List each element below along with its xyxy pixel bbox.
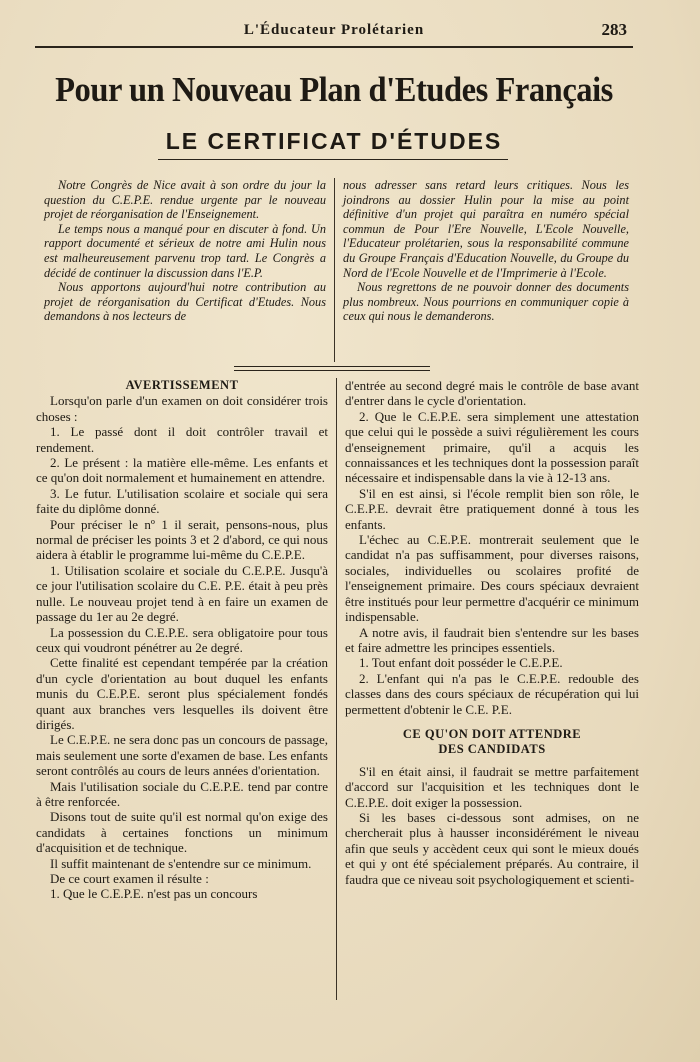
- section-heading-avertissement: AVERTISSEMENT: [125, 378, 239, 392]
- body-paragraph: 2. Que le C.E.P.E. sera simplement une attestation que celui qui le possède a suivi régulièrement les cours d'enseignement primaire, qu'il a acquis les connaissances et les techniques dont la possession paraît nécessaire et indispensable dans la vie à 12-13 ans.: [345, 408, 639, 486]
- intro-paragraph: Notre Congrès de Nice avait à son ordre du jour la question du C.E.P.E. rendue urgente par le nouveau projet de réorganisation de l'Enseignement.: [44, 178, 326, 222]
- body-paragraph: 3. Le futur. L'utilisation scolaire et sociale qui sera faite du diplôme donné.: [36, 485, 328, 517]
- body-paragraph: d'entrée au second degré mais le contrôle de base avant d'entrer dans le cycle d'orientation.: [345, 378, 639, 409]
- body-column-divider: [336, 378, 337, 1000]
- body-paragraph: 1. Tout enfant doit posséder le C.E.P.E.: [359, 655, 563, 671]
- section-heading-candidats-line1: CE QU'ON DOIT ATTENDRE: [402, 726, 582, 741]
- body-paragraph: Disons tout de suite qu'il est normal qu'on exige des candidats à certaines fonctions un minimum d'acquisition et de technique.: [36, 809, 328, 856]
- intro-paragraph: Nous apportons aujourd'hui notre contribution au projet de réorganisation du Certificat d'Etudes. Nous demandons à nos lecteurs de: [44, 280, 326, 324]
- body-paragraph: S'il en est ainsi, si l'école remplit bien son rôle, le C.E.P.E. devrait être pratiquement donné à tous les enfants.: [345, 485, 639, 532]
- section-double-rule: [234, 366, 430, 371]
- article-title: Pour un Nouveau Plan d'Etudes Français: [55, 70, 613, 109]
- article-subtitle: LE CERTIFICAT D'ÉTUDES: [165, 128, 503, 154]
- page-number: 283: [601, 20, 627, 39]
- body-paragraph: A notre avis, il faudrait bien s'entendre sur les bases et faire admettre les principes essentiels.: [345, 624, 639, 655]
- body-paragraph: 1. Utilisation scolaire et sociale du C.E.P.E. Jusqu'à ce jour l'utilisation scolaire du C.E. P.E. était à peu près nulle. Le nouveau projet tend à en faire un examen de passage du 1er au 2e degré.: [36, 562, 328, 625]
- body-right-column: [345, 378, 639, 887]
- intro-right-column: [343, 178, 629, 324]
- body-paragraph: Mais l'utilisation sociale du C.E.P.E. tend par contre à être renforcée.: [36, 778, 328, 809]
- body-paragraph: S'il en était ainsi, il faudrait se mettre parfaitement d'accord sur l'acquisition et les techniques dont le C.E.P.E. doit exiger la possession.: [345, 763, 639, 810]
- intro-paragraph: Nous regrettons de ne pouvoir donner des documents plus nombreux. Nous pourrions en communiquer copie à ceux qui nous le demanderons.: [343, 280, 629, 324]
- section-heading-candidats-line2: DES CANDIDATS: [438, 742, 546, 757]
- body-paragraph: 2. L'enfant qui n'a pas le C.E.P.E. redouble des classes dans des cours spéciaux de récupération qui lui permettent d'obtenir le C.E. P.E.: [345, 670, 639, 717]
- body-paragraph: La possession du C.E.P.E. sera obligatoire pour tous ceux qui voudront pénétrer au 2e degré.: [36, 624, 328, 655]
- body-paragraph: Cette finalité est cependant tempérée par la création d'un cycle d'orientation au bout duquel les enfants munis du C.E.P.E. seront plus spécialement fondés quant aux branches vers lesquelles ils doivent être dirigés.: [36, 655, 328, 732]
- subtitle-rule: [158, 159, 508, 160]
- spacer: [345, 717, 639, 727]
- body-paragraph: Le C.E.P.E. ne sera donc pas un concours de passage, mais seulement une sorte d'examen de base. Les enfants seront contrôlés au cours de leurs années d'orientation.: [36, 732, 328, 779]
- body-left-column: [36, 378, 328, 902]
- body-paragraph: L'échec au C.E.P.E. montrerait seulement que le candidat n'a pas suffisamment, pour diverses raisons, sociales, individuelles ou scolaires profité de l'enseignement primaire. Des cours spéciaux devraient être institués pour leur permettre d'acquérir ce minimum indispensable.: [345, 532, 639, 625]
- intro-left-column: [44, 178, 326, 324]
- intro-paragraph: nous adresser sans retard leurs critiques. Nous les joindrons au dossier Hulin pour la mise au point définitive d'un projet qui paraîtra en numéro spécial commun de Pour l'Ere Nouvelle, L'Ecole Nouvelle, l'Educateur prolétarien, sous la responsabilité commune du Groupe Français d'Education Nouvelle, du Groupe du Nord de l'Ecole Nouvelle et de l'Imprimerie à l'Ecole.: [343, 178, 629, 280]
- intro-column-divider: [334, 178, 335, 362]
- body-paragraph: Il suffit maintenant de s'entendre sur ce minimum.: [50, 855, 312, 871]
- intro-paragraph: Le temps nous a manqué pour en discuter à fond. Un rapport documenté et sérieux de notre ami Hulin nous est malheureusement parvenu trop tard. Le Congrès a décidé de continuer la discussion dans l'E.P.: [44, 221, 326, 280]
- body-paragraph: 2. Le présent : la matière elle-même. Les enfants et ce qu'on doit normalement et humainement en attendre.: [36, 455, 328, 486]
- page-header: [35, 18, 633, 48]
- running-title: L'Éducateur Prolétarien: [243, 22, 425, 38]
- body-paragraph: 1. Que le C.E.P.E. n'est pas un concours: [50, 886, 258, 902]
- body-paragraph: 1. Le passé dont il doit contrôler travail et rendement.: [36, 424, 328, 455]
- body-paragraph: Pour préciser le nº 1 il serait, pensons-nous, plus normal de préciser les points 3 et 2 d'abord, ce qui nous aidera à établir le programme lui-même du C.E.P.E.: [36, 516, 328, 563]
- body-paragraph: De ce court examen il résulte :: [50, 871, 209, 886]
- body-paragraph: Si les bases ci-dessous sont admises, on ne chercherait plus à hausser inconsidérément le niveau afin que seuls y accèdent ceux qui sont le mieux doués et qui y ont été spécialement préparés. Au contraire, il faudra que ce niveau soit psychologiquement et scienti-: [345, 809, 639, 887]
- body-paragraph: Lorsqu'on parle d'un examen on doit considérer trois choses :: [36, 393, 328, 424]
